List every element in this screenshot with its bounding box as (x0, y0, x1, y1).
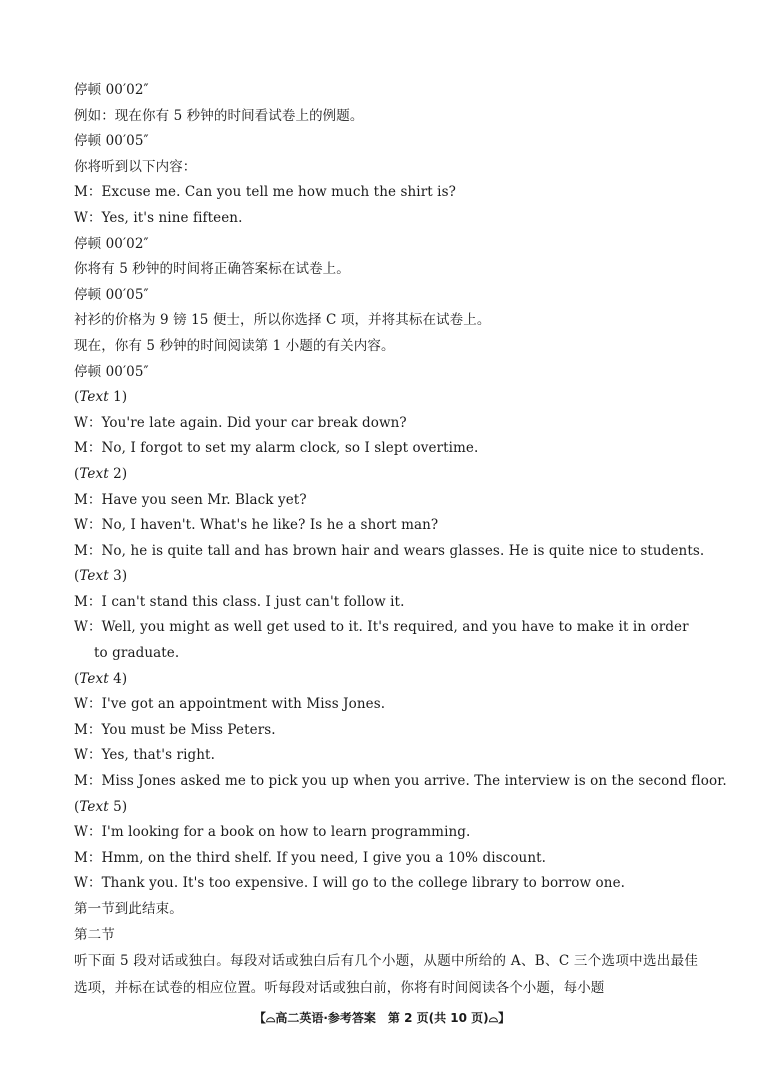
label-number: 2) (108, 465, 128, 482)
text-2-label (74, 462, 698, 488)
dialogue-line: M：No, I forgot to set my alarm clock, so I slept overtime. (74, 440, 479, 457)
dialogue-line: W：You're late again. Did your car break down? (74, 414, 407, 431)
example-instruction: 例如：现在你有 5 秒钟的时间看试卷上的例题。 (74, 107, 364, 124)
text-3-label (74, 564, 698, 590)
label-number: 4) (108, 670, 128, 687)
pause-line: 停顿 00′05″ (74, 363, 149, 380)
label-word: Text (79, 568, 109, 585)
pause-line: 停顿 00′05″ (74, 133, 149, 150)
dialogue-line: W：I'm looking for a book on how to learn programming. (74, 824, 471, 841)
label-word: Text (79, 798, 109, 815)
example-explanation: 衬衫的价格为 9 镑 15 便士，所以你选择 C 项，并将其标在试卷上。 (74, 312, 491, 329)
dialogue-line: W：Yes, it's nine fifteen. (74, 209, 243, 226)
text-4-label (74, 667, 698, 693)
pause-line: 停顿 00′02″ (74, 235, 149, 252)
reading-instruction: 现在，你有 5 秒钟的时间阅读第 1 小题的有关内容。 (74, 337, 395, 354)
section-end: 第一节到此结束。 (74, 901, 183, 917)
listen-intro: 你将听到以下内容： (74, 158, 197, 175)
dialogue-line: W：Well, you might as well get used to it. It's required, and you have to make it in order to graduate. (74, 619, 689, 662)
label-word: Text (79, 465, 109, 482)
label-number: 5) (108, 798, 128, 815)
pause-line: 停顿 00′02″ (74, 82, 149, 98)
pause-line: 停顿 00′05″ (74, 286, 149, 303)
dialogue-line: M：Have you seen Mr. Black yet? (74, 491, 307, 508)
label-paren: ( (74, 670, 80, 687)
text-1-label (74, 385, 698, 411)
label-paren: ( (74, 798, 80, 815)
label-paren: ( (74, 568, 80, 585)
dialogue-line: W：Thank you. It's too expensive. I will go to the college library to borrow one. (74, 875, 626, 892)
label-paren: ( (74, 389, 80, 406)
dialogue-line: M：I can't stand this class. I just can't follow it. (74, 593, 405, 610)
section-two-instructions: 听下面 5 段对话或独白。每段对话或独白后有几个小题，从题中所给的 A、B、C 三个选项中选出最佳选项，并标在试卷的相应位置。听每段对话或独白前，你将有时间阅读各个小题，每小题 (74, 953, 698, 997)
dialogue-line: M：Hmm, on the third shelf. If you need, I give you a 10% discount. (74, 849, 547, 866)
label-number: 3) (108, 568, 128, 585)
label-word: Text (79, 670, 109, 687)
label-word: Text (79, 389, 109, 406)
dialogue-line: M：You must be Miss Peters. (74, 721, 276, 738)
answer-instruction: 你将有 5 秒钟的时间将正确答案标在试卷上。 (74, 261, 350, 278)
label-number: 1) (108, 389, 128, 406)
dialogue-line: M：Excuse me. Can you tell me how much the shirt is? (74, 184, 456, 201)
dialogue-line: M：No, he is quite tall and has brown hair and wears glasses. He is quite nice to students. (74, 542, 705, 559)
dialogue-line: W：No, I haven't. What's he like? Is he a short man? (74, 517, 439, 534)
dialogue-line: W：I've got an appointment with Miss Jones. (74, 696, 386, 713)
section-two-heading: 第二节 (74, 926, 115, 943)
dialogue-line: M：Miss Jones asked me to pick you up when you arrive. The interview is on the second floor. (74, 773, 727, 790)
label-paren: ( (74, 465, 80, 482)
page-footer: 【⌓高二英语·参考答案 第 2 页(共 10 页)⌓】 (253, 1011, 511, 1025)
text-5-label (74, 795, 698, 821)
page-content (74, 78, 727, 1002)
dialogue-line: W：Yes, that's right. (74, 747, 215, 764)
